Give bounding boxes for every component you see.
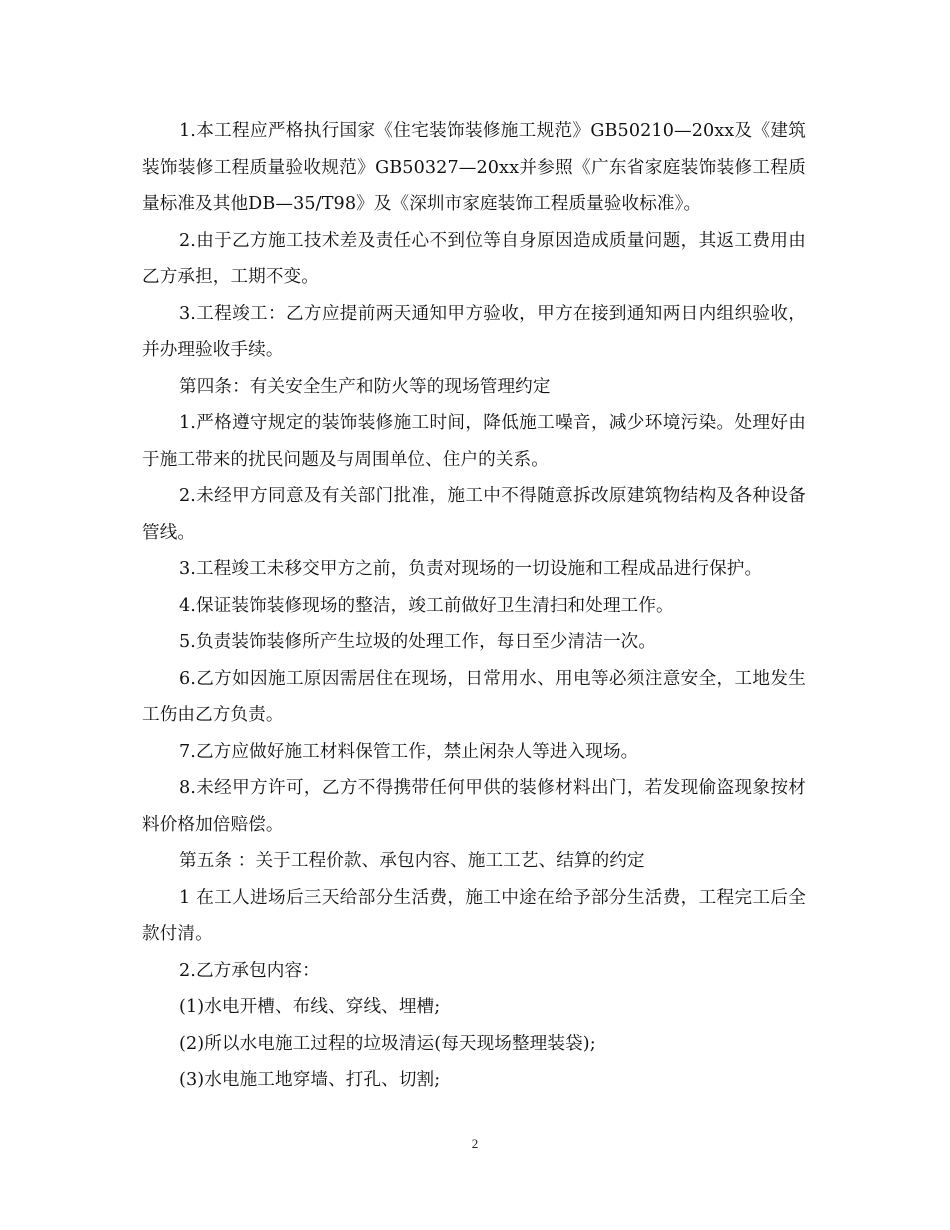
section-heading-article-4: 第四条：有关安全生产和防火等的现场管理约定 <box>179 376 551 397</box>
paragraph-article-4-item-6: 6.乙方如因施工原因需居住在现场，日常用水、用电等必须注意安全，工地发生工伤由乙方负责。 <box>142 668 806 725</box>
paragraph-clause-1-quality-standards: 1.本工程应严格执行国家《住宅装饰装修施工规范》GB50210—20xx及《建筑装饰装修工程质量验收规范》GB50327—20xx并参照《广东省家庭装饰装修工程质量标准及其他DB—35/T98》及《深圳市家庭装饰工程质量验收标准》。 <box>142 121 806 214</box>
paragraph-article-4-item-8: 8.未经甲方许可，乙方不得携带任何甲供的装修材料出门，若发现偷盗现象按材料价格加倍赔偿。 <box>142 778 806 835</box>
paragraph-clause-3-completion-acceptance: 3.工程竣工：乙方应提前两天通知甲方验收，甲方在接到通知两日内组织验收，并办理验收手续。 <box>142 303 806 360</box>
paragraph-clause-2-rework-cost: 2.由于乙方施工技术差及责任心不到位等自身原因造成质量问题，其返工费用由乙方承担，工期不变。 <box>142 230 806 287</box>
paragraph-article-4-item-2: 2.未经甲方同意及有关部门批准，施工中不得随意拆改原建筑物结构及各种设备管线。 <box>142 486 806 543</box>
list-item-scope-1: (1)水电开槽、布线、穿线、埋槽; <box>179 997 441 1017</box>
paragraph-article-4-item-5: 5.负责装饰装修所产生垃圾的处理工作，每日至少清洁一次。 <box>179 632 657 652</box>
page-number: 2 <box>471 1136 479 1151</box>
paragraph-article-5-item-2: 2.乙方承包内容： <box>179 960 320 981</box>
list-item-scope-3: (3)水电施工地穿墙、打孔、切割; <box>179 1070 441 1090</box>
paragraph-article-4-item-3: 3.工程竣工未移交甲方之前，负责对现场的一切设施和工程成品进行保护。 <box>179 559 763 579</box>
list-item-scope-2: (2)所以水电施工过程的垃圾清运(每天现场整理装袋); <box>179 1033 596 1054</box>
paragraph-article-4-item-7: 7.乙方应做好施工材料保管工作，禁止闲杂人等进入现场。 <box>179 741 639 762</box>
section-heading-article-5: 第五条 ：关于工程价款、承包内容、施工工艺、结算的约定 <box>179 851 645 871</box>
paragraph-article-4-item-4: 4.保证装饰装修现场的整洁，竣工前做好卫生清扫和处理工作。 <box>179 595 674 616</box>
body-text <box>142 113 806 1099</box>
paragraph-article-4-item-1: 1.严格遵守规定的装饰装修施工时间，降低施工噪音，减少环境污染。处理好由于施工带来的扰民问题及与周围单位、住户的关系。 <box>142 413 806 470</box>
paragraph-article-5-item-1: 1 在工人进场后三天给部分生活费，施工中途在给予部分生活费，工程完工后全款付清。 <box>142 887 806 944</box>
